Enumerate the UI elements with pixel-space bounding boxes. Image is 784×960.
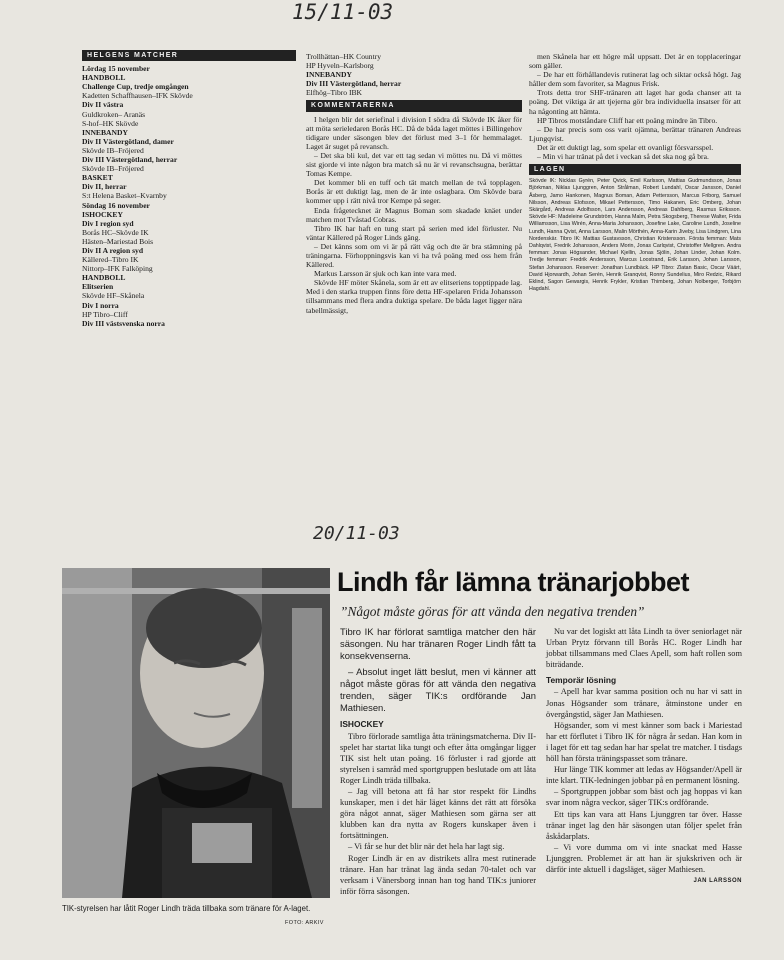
match-line: Skövde IB–Fröjered: [82, 164, 144, 174]
comment-paragraph: – Det ska bli kul, det var ett tag sedan vi möttes nu. Då vi möttes sist gjorde vi inte någon bra match så nu är vi revanschsugna, berättar Tomas Kempe.: [306, 150, 522, 179]
match-line: Div I norra: [82, 300, 119, 310]
match-line: Div II, herrar: [82, 182, 127, 192]
photo-caption: TIK-styrelsen har låtit Roger Lindh träda tillbaka som tränare för A-laget.: [62, 904, 311, 913]
preview-column: [529, 52, 741, 293]
article-paragraph: – Jag vill betona att få har stor respekt för Lindhs kunskaper, men i det här läget känns det rätt att försöka göra något annat, säger Mathiesen som gärna ser att klubben kan dra nytta av Rogers kunskaper även i fortsättningen.: [340, 786, 536, 841]
match-line: ISHOCKEY: [82, 209, 123, 219]
match-line: Hästen–Mariestad Bois: [82, 236, 154, 246]
article-paragraph: Nu var det logiskt att låta Lindh ta över seniorlaget när Urban Prytz förvann till Borås HC. Roger Lindh har jobbat tillsammans med Claes Apell, som haft rollen som biträdande.: [546, 627, 742, 670]
match-line: Guldkroken– Aranäs: [82, 109, 146, 119]
match-line: Kadetten Schaffhausen–IFK Skövde: [82, 91, 193, 101]
article-body-b2: [546, 686, 742, 875]
comment-paragraph: Markus Larsson är sjuk och kan inte vara med.: [314, 269, 457, 279]
preview-paragraph: – De har ett förhållandevis rutinerat lag och siktar också högt. Jag håller dem som favoriter, sa Magnus Frisk.: [529, 70, 741, 89]
article-paragraph: Hur länge TIK kommer att ledas av Högsander/Apell är inte klart. TIK-ledningen jobbar på en permanent lösning.: [546, 765, 742, 786]
preview-paragraph: Det är ett duktigt lag, som spelar ett ovanligt försvarsspel.: [537, 142, 714, 152]
matches-list: [82, 64, 296, 328]
comment-paragraph: Skövde HF möter Skånela, som är ett av elitseriens topptippade lag. Med i den starka truppen finns före detta HF-spelaren Frida Johansson tillsammans med flera andra duktiga spelare. De båda laget ligger nära tabellmässigt,: [306, 278, 522, 315]
match-line: Skövde IB–Fröjered: [82, 145, 144, 155]
article-column-b: [546, 626, 742, 887]
article-paragraph: – Apell har kvar samma position och nu har vi satt in Jonas Högsander som tränare, åtminstone under en övergångstid, säger Jan Mathiesen.: [546, 687, 742, 719]
match-line: Div II A region syd: [82, 245, 144, 255]
preview-paragraph: HP Tibros motståndare Cliff har ett poäng mindre än Tibro.: [537, 115, 718, 125]
article-paragraph: – Vi vore dumma om vi inte snackat med Hasse Ljunggren. Problemet är att han är sjukskriven och är därför inte aktuell i dagsläget, säger Mathiesen.: [546, 842, 742, 874]
match-line: Trollhättan–HK Country: [306, 52, 382, 61]
match-line: S-hof–HK Skövde: [82, 118, 139, 128]
article-column-a: [340, 626, 536, 897]
match-line: HP Hyveln–Karlsborg: [306, 61, 374, 71]
article-paragraph: Roger Lindh är en av distrikets allra mest rutinerade tränare. Han har tränat lag ända sedan 70-talet och var verksam i Vänersborg innan han tog hand TIK:s juniorer inför förra säsongen.: [340, 853, 536, 896]
preview-paragraph: men Skånela har ett högre mål uppsatt. Det är en topplaceringar som gäller.: [529, 52, 741, 71]
preview-paragraph: – Min vi har tränat på det i veckan så det ska nog gå bra.: [537, 152, 709, 162]
article-paragraph: Högsander, som vi mest känner som back i Mariestad har ett förflutet i Tibro IK för några år sedan. Han kom in i laget för ett tag sedan har har spelat tre matcher. I tisdags höll han första träningspasset som tränare.: [546, 720, 742, 764]
match-line: Div III Västergötland, herrar: [306, 79, 402, 89]
coach-photo: [62, 568, 330, 898]
match-line: Div II Västergötland, damer: [82, 136, 174, 146]
comment-paragraph: Enda frågetecknet är Magnus Boman som skadade knäet under matchen mot Tvåstad Cobras.: [306, 205, 522, 224]
article-byline: JAN LARSSON: [693, 878, 742, 885]
match-line: Div I region syd: [82, 218, 134, 228]
lagen-header: LAGEN: [529, 164, 741, 175]
match-line: Nittorp–IFK Falköping: [82, 264, 153, 274]
preview-paragraph: Trots detta tror SHF-tränaren att laget har goda chanser att ta poäng. Det viktiga är att tjejerna gör bra individuella insatser för att ha någonting att hämta.: [529, 88, 741, 116]
match-line: BASKET: [82, 173, 113, 183]
article-paragraph: – Sportgruppen jobbar som bäst och jag hoppas vi kan svar inom några veckor, säger TIK:s ordförande.: [546, 787, 742, 808]
article-lead: Tibro IK har förlorat samtliga matcher den här säsongen. Nu har tränaren Roger Lindh fått ta konsekvenserna.: [340, 626, 536, 662]
article-lead-quote: – Absolut inget lätt beslut, men vi känner att något måste göras för att vända den negativa trenden, säger TIK:s ordförande Jan Mathiesen.: [340, 665, 536, 714]
comment-paragraph: – Det känns som om vi är på rätt väg och dte är bra stämning på träningarna. Förhoppningsvis kan vi ha två poäng med oss hem från Källered.: [306, 241, 522, 270]
article-section-label: ISHOCKEY: [340, 719, 384, 730]
article-paragraph: Ett tips kan vara att Hans Ljunggren tar över. Hasse tränar inget lag den här säsongen utan följer spelet från åskådarplats.: [546, 809, 742, 841]
photo-credit: FOTO: ARKIV: [285, 920, 324, 926]
comment-paragraph: Tibro IK har haft en tung start på serien med idel förluster. Nu väntar Källered på Roger Linds gäng.: [306, 223, 522, 242]
article-body-b1: [546, 626, 742, 670]
comment-header: KOMMENTARERNA: [306, 100, 522, 111]
matches-header: HELGENS MATCHER: [82, 50, 296, 61]
preview-paragraph: – De har precis som oss varit ojämna, berättar tränaren Andreas Ljungqvist.: [529, 124, 741, 143]
match-line: HANDBOLL: [82, 273, 126, 283]
comment-column: [306, 52, 522, 315]
match-line: Elitserien: [82, 282, 114, 292]
match-line: Skövde HF–Skånela: [82, 291, 145, 301]
match-line: Borås HC–Skövde IK: [82, 227, 149, 237]
match-line: INNEBANDY: [82, 127, 128, 137]
match-line: Div II västra: [82, 100, 124, 110]
match-line: S:t Helena Basket–Kvarnby: [82, 191, 167, 201]
match-line: Div III Västergötland, herrar: [82, 155, 178, 165]
matches-continued: [306, 52, 522, 97]
comment-body: [306, 115, 522, 315]
match-line: Lördag 15 november: [82, 64, 150, 74]
matches-column: [82, 50, 296, 328]
comment-paragraph: I helgen blir det seriefinal i division I södra då Skövde IK åker för att möta serieledaren Borås HC. Då de båda laget möttes i Billingehov tidigare under säsongen blev det förlust med 3–1 för hemmalaget. Laget är suget på revansch.: [306, 114, 522, 151]
coach-portrait-illustration: [62, 568, 330, 898]
comment-paragraph: Det kommer bli en tuff och tät match mellan de två topplagen. Borås är ett duktigt lag, men de är inte oslagbara. Om Skövde bara kommer upp i rätt nivå tror Kempe på seger.: [306, 178, 522, 206]
handwritten-date-mid: 20/11-03: [313, 523, 400, 544]
match-line: HANDBOLL: [82, 73, 126, 83]
match-line: Challenge Cup, tredje omgången: [82, 82, 189, 92]
match-line: HP Tibro–Cliff: [82, 309, 128, 319]
match-line: Div III västsvenska norra: [82, 318, 165, 328]
handwritten-date-top: 15/11-03: [292, 0, 394, 24]
article-paragraph: Tibro förlorade samtliga åtta träningsmatcherna. Div II-spelet har startat lika tungt och efter åtta omgångar ligger TIK sist helt utan poäng. 16 förluster i rad gjorde att styrelsen i samråd med sportgruppen beslutade om att låta Roger Lindh träda tillbaka.: [340, 731, 536, 785]
article-subhead: ”Något måste göras för att vända den negativa trenden”: [340, 604, 645, 619]
preview-body: [529, 52, 741, 161]
lagen-text: Skövde IK: Nicklas Gyrén, Peter Qvick, Emil Karlsson, Mattias Gudmundsson, Jonas Björkman, Niklas Ljunggren, Anton Strålman, Robert Lundahl, Oscar Jansson, Daniel Åsberg, Jamo Hankonen, Magnus Boman, Adam Pettersson, Marcus Friborg, Samuel Nilsson, Andreas Elofsson, Mikael Pettersson, Timo Hakanen, Eric Omberg, Johan Skärgård, Andreas Adolfsson, Lars Andersson, Andreas Dahlberg, Rasmus Eriksson. Skövde HF: Madeleine Grundström, Hanna Malm, Petra Skogsberg, Therese Walter, Frida Williamsson, Lisa Wirén, Anna-Maria Johansson, Josefine Lake, Caroline Lundh, Joseline Lundh, Hanna Qvist, Anna Larsson, Malin Mörthén, Anna-Karin Jiveby, Lisa Lindgren, Lina Nordenskär. Tibro IK: Mattias Gustavsson, Christian Kristensson. Första femman: Mats Dahlqvist, Fredrik Johansson, Anders Morin, Jonas Carlqvist, Christoffer Mellgren. Andra femman: Jonas Högsander, Michael Kjellin, Jonas Sjölin, Johan Linder, Johan Kolm. Tredje femman: Fredrik Andersson, Marcus Loostrand, Erik Larsson, Johan Larsson, Stefan Johansson. Reserver: Jonathan Lundbäck. HP Tibro: Zlatan Basic, Oscar Väärt, David Hjorwardh, Johan Serén, Henrik Granqvist, Ronny Sundelius, Miro Redzic, Rikard Eklind, Sagon Gewargis, Henrik Frykler, Kristian Thimberg, Johan Nolberger, Torbjörn Hagdahl.: [529, 178, 741, 293]
article-subsection-label: Temporär lösning: [546, 675, 617, 686]
match-line: INNEBANDY: [306, 70, 352, 80]
article-paragraph: – Vi får se hur det blir när det hela har lagt sig.: [348, 842, 505, 852]
article-body-a: [340, 731, 536, 897]
match-line: Söndag 16 november: [82, 200, 150, 210]
match-line: Elfhög–Tibro IBK: [306, 88, 363, 98]
article-headline: Lindh får lämna tränarjobbet: [337, 567, 690, 597]
match-line: Källered–Tibro IK: [82, 255, 139, 265]
